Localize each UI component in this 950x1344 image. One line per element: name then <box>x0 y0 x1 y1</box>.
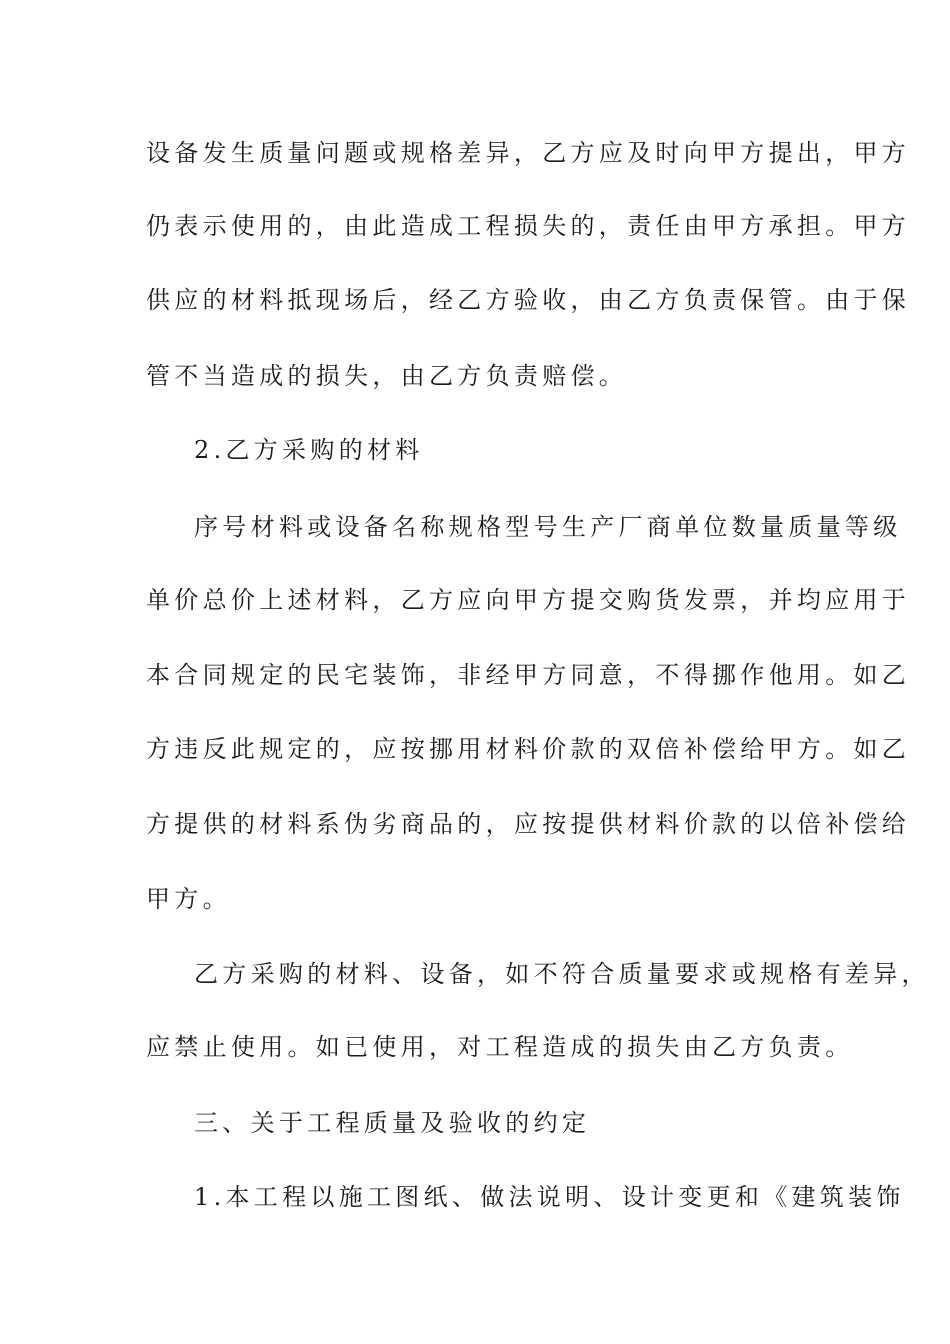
section-heading: 2.乙方采购的材料 <box>194 436 424 464</box>
paragraph-line: 管不当造成的损失，由乙方负责赔偿。 <box>146 362 628 390</box>
paragraph-line: 本合同规定的民宅装饰，非经甲方同意，不得挪作他用。如乙 <box>146 661 911 689</box>
section-heading: 三、关于工程质量及验收的约定 <box>194 1109 591 1137</box>
paragraph-line: 乙方采购的材料、设备，如不符合质量要求或规格有差异， <box>194 960 930 988</box>
paragraph-line: 仍表示使用的，由此造成工程损失的，责任由甲方承担。甲方 <box>146 212 911 240</box>
paragraph-line: 序号材料或设备名称规格型号生产厂商单位数量质量等级 <box>194 513 902 541</box>
paragraph-line: 单价总价上述材料，乙方应向甲方提交购货发票，并均应用于 <box>146 586 911 614</box>
paragraph-line: 方违反此规定的，应按挪用材料价款的双倍补偿给甲方。如乙 <box>146 735 911 763</box>
paragraph-line: 应禁止使用。如已使用，对工程造成的损失由乙方负责。 <box>146 1033 854 1061</box>
paragraph-line: 甲方。 <box>146 885 231 913</box>
paragraph-line: 方提供的材料系伪劣商品的，应按提供材料价款的以倍补偿给 <box>146 810 911 838</box>
paragraph-line: 1.本工程以施工图纸、做法说明、设计变更和《建筑装饰 <box>194 1183 905 1211</box>
paragraph-line: 设备发生质量问题或规格差异，乙方应及时向甲方提出，甲方 <box>146 139 911 167</box>
paragraph-line: 供应的材料抵现场后，经乙方验收，由乙方负责保管。由于保 <box>146 286 911 314</box>
